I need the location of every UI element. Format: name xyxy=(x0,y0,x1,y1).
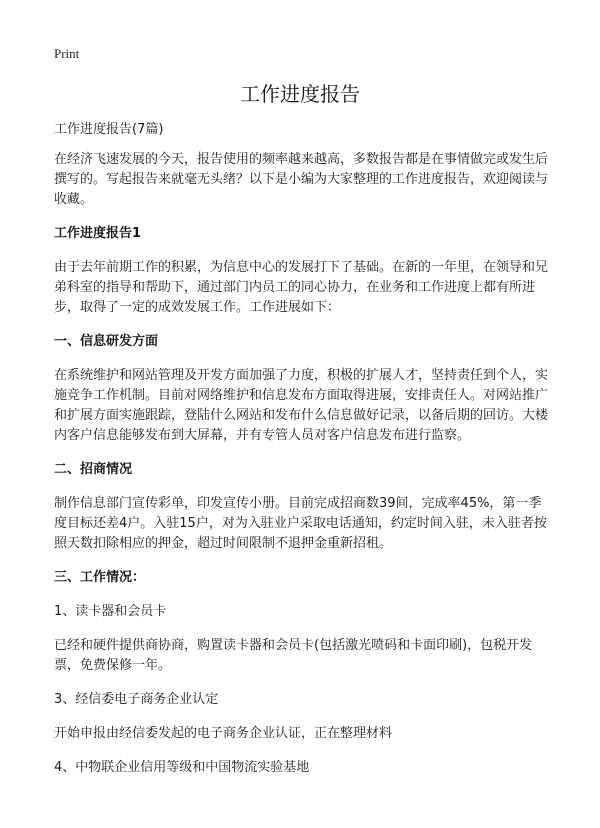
item-heading-logistics: 4、中物联企业信用等级和中国物流实验基地 xyxy=(54,760,310,775)
item-heading-card-reader: 1、读卡器和会员卡 xyxy=(54,604,167,619)
document-body xyxy=(54,120,550,778)
section-text-investment: 制作信息部门宣传彩单，印发宣传小册。目前完成招商数39间，完成率45%，第一季度目标还差4户。入驻15户，对为入驻业户采取电话通知，约定时间入驻，未入驻者按照天数扣除相应的押金，超过时间限制不退押金重新招租。 xyxy=(54,496,547,551)
document-subtitle: 工作进度报告(7篇) xyxy=(54,122,164,137)
item-heading-ecommerce: 3、经信委电子商务企业认定 xyxy=(54,692,219,707)
section-heading-research: 一、信息研发方面 xyxy=(54,334,159,349)
print-link[interactable]: Print xyxy=(54,46,80,61)
page-title: 工作进度报告 xyxy=(240,82,360,106)
section-text-research: 在系统维护和网站管理及开发方面加强了力度，积极的扩展人才，坚持责任到个人，实施竞争工作机制。目前对网络维护和信息发布方面取得进展，安排责任人。对网站推广和扩展方面实施跟踪，登陆什么网站和发布什么信息做好记录，以备后期的回访。大楼内客户信息能够发布到大屏幕，并有专管人员对客户信息发布进行监察。 xyxy=(54,368,549,443)
report-heading: 工作进度报告1 xyxy=(54,226,142,241)
item-text-card-reader: 已经和硬件提供商协商，购置读卡器和会员卡(包括激光喷码和卡面印刷)，包税开发票，免费保修一年。 xyxy=(54,638,533,673)
report-intro-paragraph: 由于去年前期工作的积累，为信息中心的发展打下了基础。在新的一年里，在领导和兄弟科室的指导和帮助下，通过部门内员工的同心协力，在业务和工作进度上都有所进步，取得了一定的成效发展工作。工作进展如下： xyxy=(54,260,549,315)
section-heading-investment: 二、招商情况 xyxy=(54,462,133,477)
section-heading-work: 三、工作情况： xyxy=(54,570,146,585)
intro-paragraph: 在经济飞速发展的今天，报告使用的频率越来越高，多数报告都是在事情做完或发生后撰写的。写起报告来就毫无头绪？以下是小编为大家整理的工作进度报告，欢迎阅读与收藏。 xyxy=(54,152,549,207)
item-text-ecommerce: 开始申报由经信委发起的电子商务企业认证，正在整理材料 xyxy=(54,726,393,741)
